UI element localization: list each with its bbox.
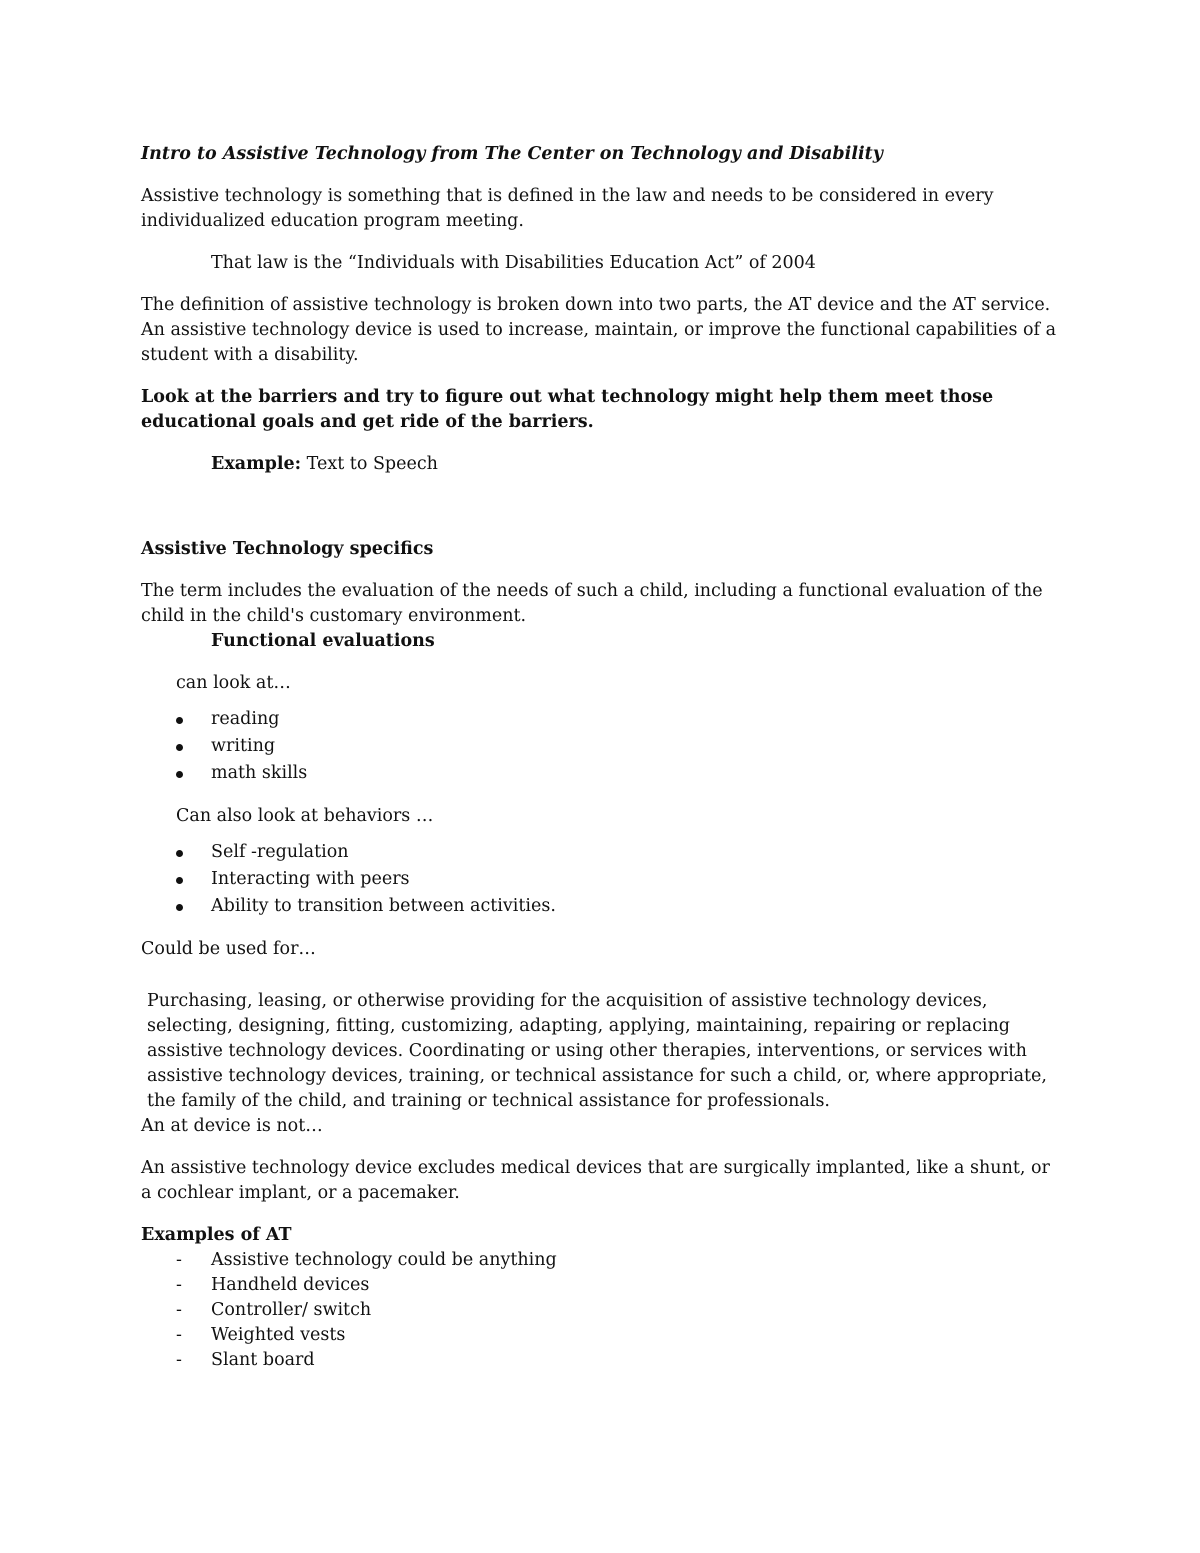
example-label: Example: [211,454,302,474]
dash-icon: - [176,1350,182,1370]
intro-paragraph: Assistive technology is something that is defined in the law and needs to be considered in every individualized education program meeting. [141,186,994,231]
list-item [176,866,1061,893]
list-item [176,1248,1061,1273]
could-be-used: Could be used for… [141,939,316,959]
bullet-icon [176,904,183,911]
list-item [176,1348,1061,1373]
list-item [176,733,1061,760]
list-item [176,706,1061,733]
list-item-text: Self -regulation [211,842,349,862]
bullet-icon [176,850,183,857]
bullet-icon [176,877,183,884]
list-item-text: writing [211,736,276,756]
term-paragraph: The term includes the evaluation of the needs of such a child, including a functional evaluation of the child in the child's customary environment. [141,581,1043,626]
list-item [176,839,1061,866]
example-value: Text to Speech [301,454,438,474]
document-title: Intro to Assistive Technology from The Center on Technology and Disability [141,144,883,164]
list-item-text: Controller/ switch [211,1300,372,1320]
list-item-text: Ability to transition between activities. [211,896,556,916]
dash-icon: - [176,1325,182,1345]
examples-list [141,1248,1061,1373]
example-line [141,452,1061,477]
excludes-paragraph: An assistive technology device excludes medical devices that are surgically implanted, like a shunt, or a cochlear implant, or a pacemaker. [141,1158,1050,1203]
examples-heading: Examples of AT [141,1225,292,1245]
list-item-text: Weighted vests [211,1325,346,1345]
dash-icon: - [176,1300,182,1320]
behaviors-intro: Can also look at behaviors … [176,806,434,826]
dash-icon: - [176,1275,182,1295]
definition-paragraph: The definition of assistive technology is broken down into two parts, the AT device and the AT service. An assistive technology device is used to increase, maintain, or improve the functional capabilities of a student with a disability. [141,295,1057,365]
specifics-heading: Assistive Technology specifics [141,539,434,559]
document-page [141,142,1061,1373]
barriers-paragraph: Look at the barriers and try to figure out what technology might help them meet those educational goals and get ride of the barriers. [141,387,994,432]
list-item-text: Handheld devices [211,1275,370,1295]
list-item [176,1323,1061,1348]
purchasing-paragraph: Purchasing, leasing, or otherwise providing for the acquisition of assistive technology devices, selecting, designing, fitting, customizing, adapting, applying, maintaining, repairing or replacing assistive technology devices. Coordinating or using other therapies, interventions, or services with assistive technology devices, training, or technical assistance for such a child, or, where appropriate, the family of the child, and training or technical assistance for professionals. [147,991,1047,1111]
law-line: That law is the “Individuals with Disabilities Education Act” of 2004 [211,253,816,273]
list-item [176,1273,1061,1298]
bullet-icon [176,717,183,724]
not-line: An at device is not… [141,1116,323,1136]
list-item [176,1298,1061,1323]
list-item [176,760,1061,787]
dash-icon: - [176,1250,182,1270]
look-at-list [141,706,1061,787]
behaviors-list [141,839,1061,920]
list-item-text: reading [211,709,280,729]
list-item-text: Slant board [211,1350,315,1370]
list-item-text: math skills [211,763,308,783]
functional-heading: Functional evaluations [211,631,435,651]
bullet-icon [176,771,183,778]
can-look-at: can look at… [176,673,291,693]
list-item-text: Assistive technology could be anything [211,1250,557,1270]
list-item [176,893,1061,920]
list-item-text: Interacting with peers [211,869,410,889]
bullet-icon [176,744,183,751]
